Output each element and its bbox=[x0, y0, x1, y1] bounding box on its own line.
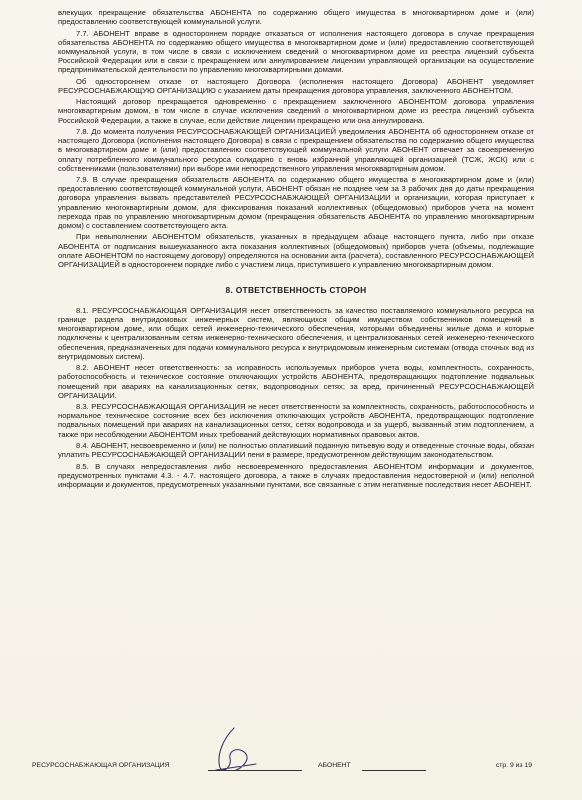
section-7-paragraph: 7.7. АБОНЕНТ вправе в одностороннем порядке отказаться от исполнения настоящего договора в случае прекращения обязательства АБОНЕНТА по содержанию общего имущества в многоквартирном доме и (или) предоставлению соответствующей коммунальной услуги, в том числе в связи с исключением сведений о многоквартирном доме из реестра лицензий субъекта Российской Федерации или в связи с прекращением или аннулированием лицензии управляющей организации на осуществление предпринимательской деятельности по управлению многоквартирными домами. bbox=[58, 28, 534, 75]
section-7-paragraph: 7.8. До момента получения РЕСУРСОСНАБЖАЮЩЕЙ ОРГАНИЗАЦИЕЙ уведомления АБОНЕНТА об одностороннем отказе от настоящего Договора (исполнения настоящего Договора) в связи с прекращением обязательства по содержанию общего имущества в многоквартирном доме и (или) предоставлению соответствующей коммунальной услуги АБОНЕНТ отвечает за своевременную оплату потребленного коммунального ресурса солидарно с вновь избранной управляющей организацией (ТСЖ, ЖСК) или с собственниками (пользователями) при выборе ими непосредственного управления многоквартирным домом. bbox=[58, 127, 534, 173]
section-7-paragraph: Настоящий договор прекращается одновременно с прекращением заключенного АБОНЕНТОМ договора управления многоквартирным домом, в том числе в случае исключения сведений о многоквартирном доме из реестра лицензий субъекта Российской Федерации, а также в случае, если действие лицензии прекращено или она аннулирована. bbox=[58, 97, 534, 125]
page-footer bbox=[32, 756, 532, 776]
contract-section-7-text bbox=[58, 8, 534, 269]
section-8-paragraph: 8.5. В случаях непредоставления либо несвоевременного предоставления АБОНЕНТОМ информации и документов, предусмотренных пунктами 4.3. - 4.7. настоящего договора, а также в случаях предоставления недостоверной и (или) неполной информации и документов, предусмотренных указанными пунктами, все связанные с этим негативные последствия несет АБОНЕНТ. bbox=[58, 461, 534, 489]
contract-section-8-text bbox=[58, 306, 534, 489]
org-signature-line bbox=[208, 770, 302, 771]
section-7-paragraph: При невыполнении АБОНЕНТОМ обязательств, указанных в предыдущем абзаце настоящего пункта, либо при отказе АБОНЕНТА от подписания вышеуказанного акта показания коллективных (общедомовых) приборов учета (объемы, подлежащие оплате АБОНЕНТОМ по настоящему договору) определяются на основании акта (расчета), составленного РЕСУРСОСНАБЖАЮЩЕЙ ОРГАНИЗАЦИЕЙ в одностороннем порядке либо с участием лица, приступившего к управлению многоквартирным домом. bbox=[58, 232, 534, 269]
footer-org-label: РЕСУРСОСНАБЖАЮЩАЯ ОРГАНИЗАЦИЯ bbox=[32, 762, 170, 769]
section-7-paragraph: Об одностороннем отказе от настоящего Договора (исполнения настоящего Договора) АБОНЕНТ уведомляет РЕСУРСОСНАБЖАЮЩУЮ ОРГАНИЗАЦИЮ с указанием даты прекращения договора управления, заключенного АБОНЕНТОМ. bbox=[58, 76, 534, 95]
section-7-paragraph: влекущих прекращение обязательства АБОНЕНТА по содержанию общего имущества в многоквартирном доме и (или) предоставлению соответствующей коммунальной услуги. bbox=[58, 8, 534, 27]
section-8-paragraph: 8.4. АБОНЕНТ, несвоевременно и (или) не полностью оплативший поданную питьевую воду и отведенные сточные воды, обязан уплатить РЕСУРСОСНАБЖАЮЩЕЙ ОРГАНИЗАЦИИ пени в размере, предусмотренном действующим законодательством. bbox=[58, 441, 534, 460]
section-8-paragraph: 8.3. РЕСУРСОСНАБЖАЮЩАЯ ОРГАНИЗАЦИЯ не несет ответственности за комплектность, сохранность, работоспособность и нормальное техническое состояние всех без исключения отключающих устройств АБОНЕНТА, предотвращающих подтопление подвальных помещений при авариях на канализационных сетях, сетях водопровода и за ущерб, вызванный этим подтоплением, а также при несоблюдении АБОНЕНТОМ иных требований действующих нормативных правовых актов. bbox=[58, 402, 534, 439]
abonent-signature-line bbox=[362, 770, 426, 771]
section-8-paragraph: 8.2. АБОНЕНТ несет ответственность: за исправность используемых приборов учета воды, комплектность, сохранность, работоспособность и техническое состояние отключающих устройств АБОНЕНТА, предотвращающих подтопление подвальных помещений при авариях на канализационных сетях, водопроводных сетях; за вред, причиненный РЕСУРСОСНАБЖАЮЩЕЙ ОРГАНИЗАЦИИ. bbox=[58, 363, 534, 400]
section-heading: 8. ОТВЕТСТВЕННОСТЬ СТОРОН bbox=[225, 285, 367, 295]
footer-abonent-label: АБОНЕНТ bbox=[318, 762, 351, 769]
page-number: стр. 9 из 19 bbox=[495, 762, 532, 769]
section-7-paragraph: 7.9. В случае прекращения обязательств АБОНЕНТА по содержанию общего имущества в многоквартирном доме и (или) предоставлению соответствующей коммунальной услуги, АБОНЕНТ обязан не позднее чем за 3 рабочих дня до даты прекращения договора управления вызвать представителей РЕСУРСОСНАБЖАЮЩЕЙ ОРГАНИЗАЦИИ и организации, которая приступает к управлению многоквартирным домом, для фиксирования показаний коллективных (общедомовых) приборов учета на момент перехода прав по управлению многоквартирным домом (прекращения обязательств АБОНЕНТА по управлению многоквартирным домом) с составлением соответствующего акта. bbox=[58, 175, 534, 230]
section-8-paragraph: 8.1. РЕСУРСОСНАБЖАЮЩАЯ ОРГАНИЗАЦИЯ несет ответственность за качество поставляемого коммунального ресурса на границе раздела внутридомовых инженерных систем, являющихся общим имуществом собственников помещений в многоквартирном доме, или общих сетей инженерно-технического обеспечения, которыми объединены жилые дома и которые подключены к централизованным сетям инженерно-технического обеспечения, и централизованных сетей инженерно-технического обеспечения, предназначенных для подачи коммунального ресурса к внутридомовым инженерным системам (отвода сточных вод из внутридомовых систем). bbox=[58, 306, 534, 361]
